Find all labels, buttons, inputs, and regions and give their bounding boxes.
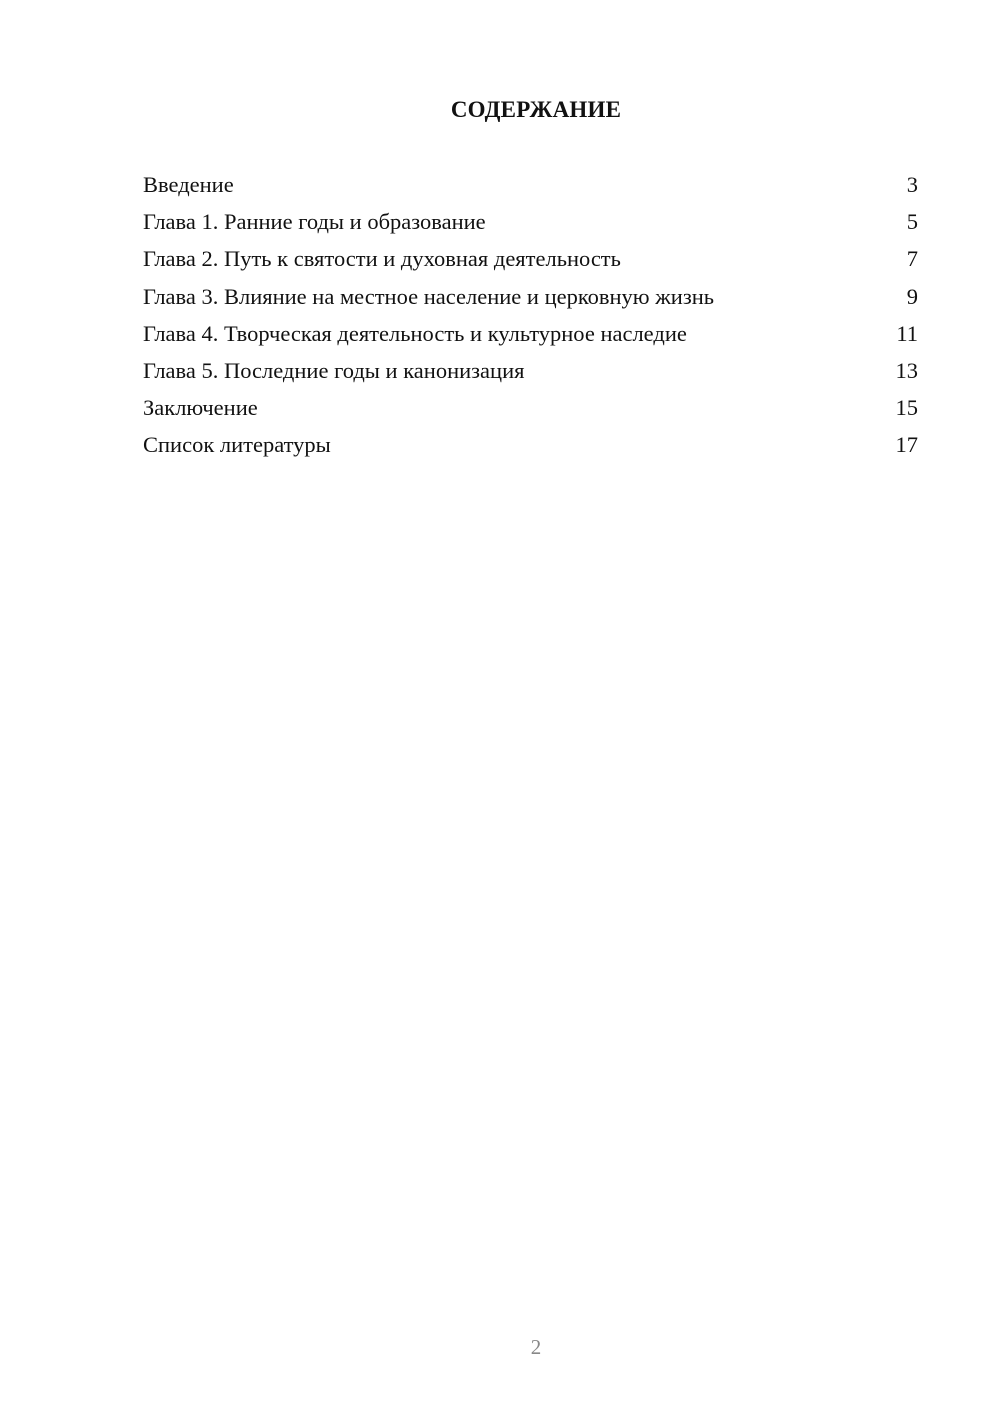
toc-entry-page: 9 — [906, 283, 918, 309]
toc-entry-title: Глава 1. Ранние годы и образование — [143, 209, 486, 235]
toc-entry-page: 11 — [896, 320, 918, 346]
toc-entry-page: 5 — [906, 209, 918, 235]
toc-entry-page: 15 — [895, 395, 918, 421]
toc-entry-chapter-2 — [143, 242, 918, 279]
page-number: 2 — [530, 1335, 542, 1359]
toc-entry-chapter-5 — [143, 354, 918, 391]
table-of-contents — [143, 168, 918, 466]
toc-entry-page: 17 — [895, 432, 918, 458]
toc-entry-references — [143, 428, 918, 465]
toc-entry-title: Глава 5. Последние годы и канонизация — [143, 357, 525, 383]
toc-entry-conclusion — [143, 391, 918, 428]
toc-entry-title: Введение — [143, 172, 234, 197]
toc-entry-page: 7 — [906, 246, 918, 272]
toc-entry-page: 3 — [906, 172, 918, 197]
toc-entry-chapter-1 — [143, 205, 918, 242]
toc-entry-title: Список литературы — [143, 432, 331, 458]
toc-entry-title: Глава 2. Путь к святости и духовная деятельность — [143, 246, 621, 272]
toc-entry-title: Глава 3. Влияние на местное население и церковную жизнь — [143, 283, 715, 309]
page-title: СОДЕРЖАНИЕ — [450, 97, 622, 122]
toc-entry-chapter-4 — [143, 317, 918, 354]
toc-entry-introduction — [143, 168, 918, 205]
toc-entry-title: Глава 4. Творческая деятельность и культурное наследие — [143, 320, 687, 346]
toc-entry-title: Заключение — [143, 395, 258, 421]
toc-entry-chapter-3 — [143, 280, 918, 317]
toc-entry-page: 13 — [895, 357, 918, 383]
